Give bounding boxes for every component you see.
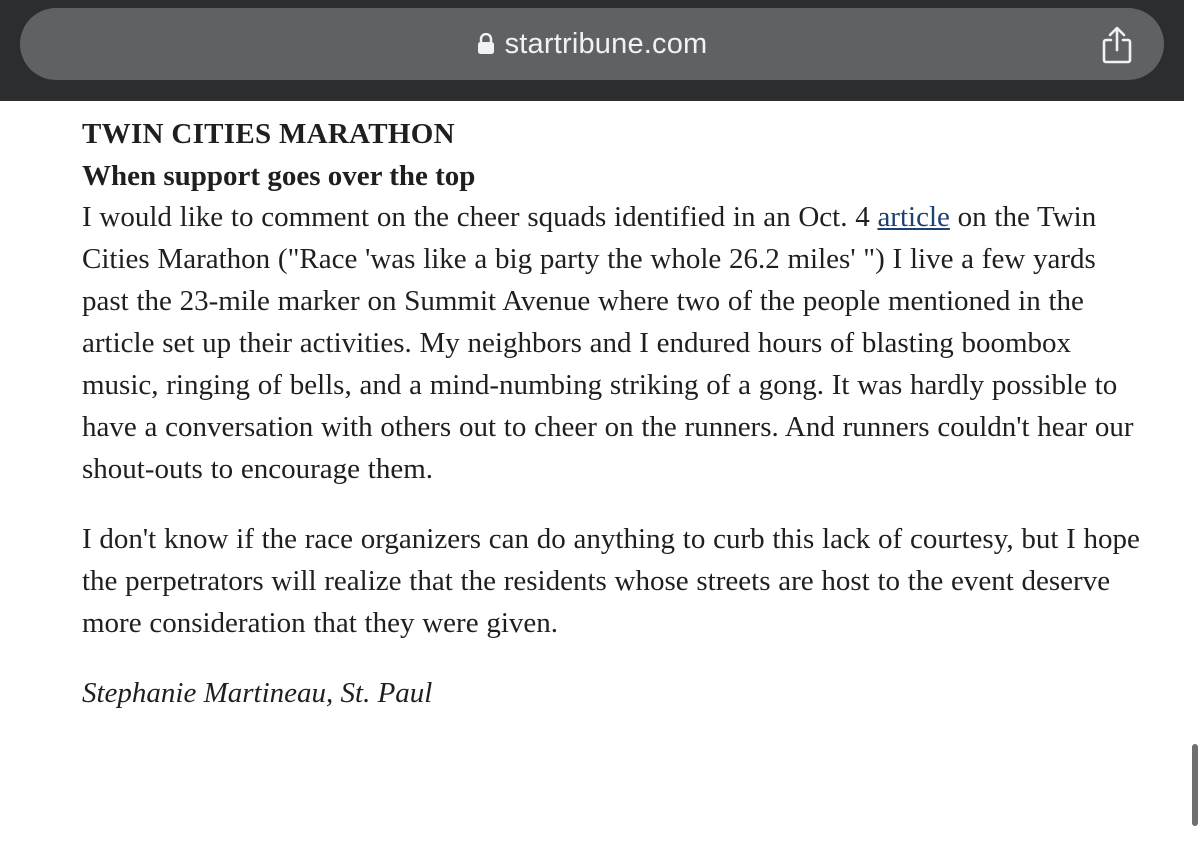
letter-paragraph-1 xyxy=(82,196,1142,490)
article-body xyxy=(82,112,1142,714)
letter-headline: When support goes over the top xyxy=(82,160,476,192)
url-display[interactable] xyxy=(20,8,1164,80)
lock-icon xyxy=(477,33,495,55)
url-text[interactable]: startribune.com xyxy=(504,27,708,60)
address-bar[interactable] xyxy=(20,8,1164,80)
article-link[interactable]: article xyxy=(877,201,950,233)
section-kicker: TWIN CITIES MARATHON xyxy=(82,118,455,150)
browser-toolbar xyxy=(0,0,1184,101)
scrollbar-thumb[interactable] xyxy=(1192,744,1198,826)
scrollbar-track xyxy=(1184,101,1204,862)
paragraph-text: on the Twin Cities Marathon ("Race 'was like a big party the whole 26.2 miles' ") I live a few yards past the 23-mile marker on Summit Avenue where two of the people mentioned in the article set up their activities. My neighbors and I endured hours of blasting boombox music, ringing of bells, and a mind-numbing striking of a gong. It was hardly possible to have a conversation with others out to cheer on the runners. And runners couldn't hear our shout-outs to encourage them. xyxy=(82,201,1134,485)
share-icon[interactable] xyxy=(1100,26,1134,64)
letter-paragraph-2: I don't know if the race organizers can do anything to curb this lack of courtesy, but I hope the perpetrators will realize that the residents whose streets are host to the event deserve more consideration that they were given. xyxy=(82,523,1140,639)
paragraph-text: I would like to comment on the cheer squads identified in an Oct. 4 xyxy=(82,201,878,233)
author-signature: Stephanie Martineau, St. Paul xyxy=(82,677,433,709)
